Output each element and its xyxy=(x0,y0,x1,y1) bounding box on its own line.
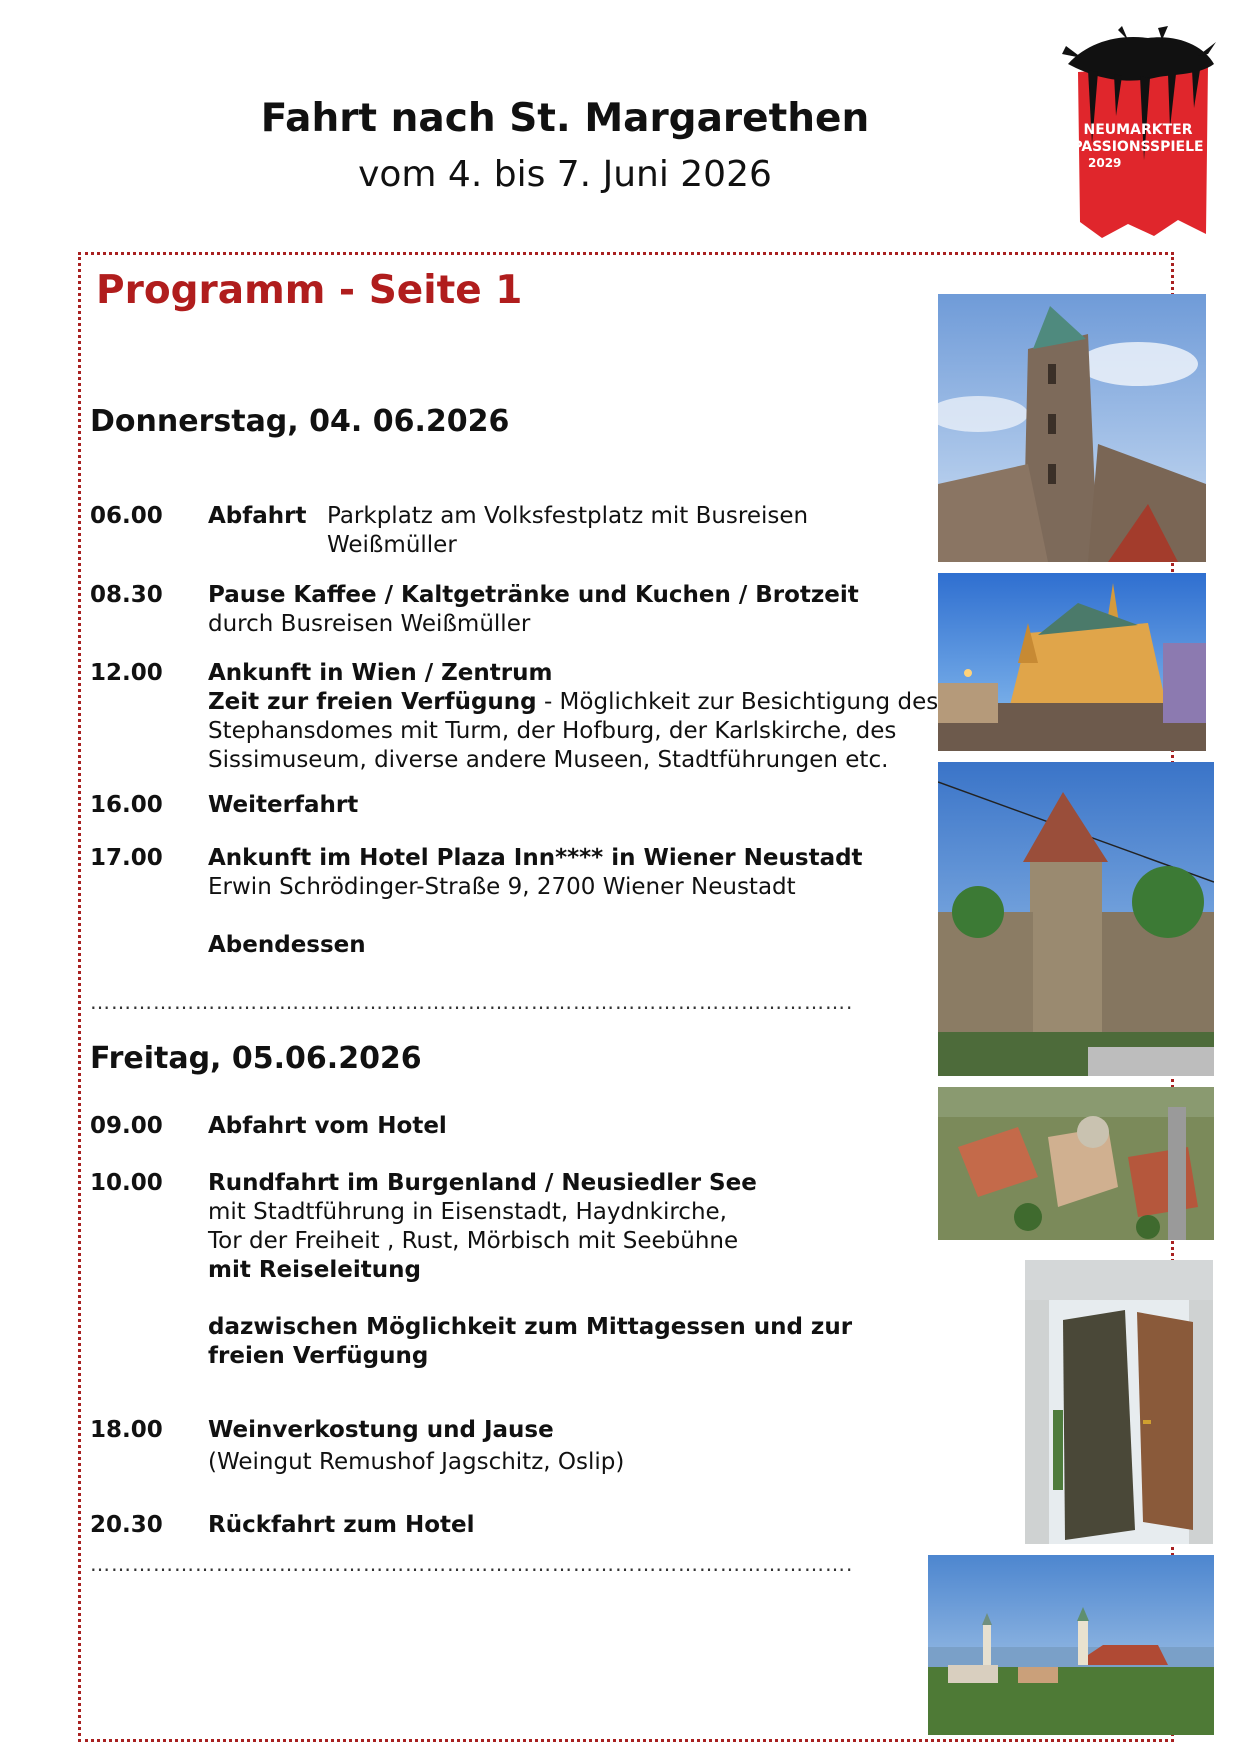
item-text: Sissimuseum, diverse andere Museen, Stadtführungen etc. xyxy=(208,747,889,773)
lunch-label-2: freien Verfügung xyxy=(208,1343,429,1369)
passionsspiele-logo xyxy=(1058,24,1216,246)
separator: ………………………………………………………………………………………………. xyxy=(90,1552,854,1576)
item-text: Erwin Schrödinger-Straße 9, 2700 Wiener Neustadt xyxy=(208,874,796,900)
item-label: Abfahrt vom Hotel xyxy=(208,1113,447,1139)
separator: ………………………………………………………………………………………………. xyxy=(90,990,854,1014)
item-label: Pause Kaffee / Kaltgetränke und Kuchen / Brotzeit xyxy=(208,582,859,608)
logo-line1: NEUMARKTER xyxy=(1083,122,1193,138)
time-2030: 20.30 xyxy=(90,1512,163,1538)
dinner-label: Abendessen xyxy=(208,932,366,958)
day-heading-thursday: Donnerstag, 04. 06.2026 xyxy=(90,404,510,439)
time-1200: 12.00 xyxy=(90,660,163,686)
item-label: Abfahrt xyxy=(208,503,307,529)
day-heading-friday: Freitag, 05.06.2026 xyxy=(90,1041,422,1076)
tor-der-freiheit-photo xyxy=(1025,1260,1213,1544)
guide-label: mit Reiseleitung xyxy=(208,1257,421,1283)
free-time-label: Zeit zur freien Verfügung xyxy=(208,689,537,715)
program-title: Programm - Seite 1 xyxy=(96,268,523,313)
time-1700: 17.00 xyxy=(90,845,163,871)
lunch-label: dazwischen Möglichkeit zum Mittagessen und zur xyxy=(208,1314,853,1340)
time-0600: 06.00 xyxy=(90,503,163,529)
free-time-text: - Möglichkeit zur Besichtigung des xyxy=(536,689,939,715)
time-1600: 16.00 xyxy=(90,792,163,818)
item-label: Ankunft im Hotel Plaza Inn**** in Wiener Neustadt xyxy=(208,845,863,871)
time-0830: 08.30 xyxy=(90,582,163,608)
item-text: durch Busreisen Weißmüller xyxy=(208,611,531,637)
logo-line2: PASSIONSSPIELE xyxy=(1072,139,1204,155)
item-label: Weiterfahrt xyxy=(208,792,359,818)
stephansdom-photo xyxy=(938,573,1206,751)
time-1800: 18.00 xyxy=(90,1417,163,1443)
item-label: Weinverkostung und Jause xyxy=(208,1417,554,1443)
church-tower-photo xyxy=(938,294,1206,562)
item-text: Parkplatz am Volksfestplatz mit Busreisen xyxy=(327,503,809,529)
item-text: mit Stadtführung in Eisenstadt, Haydnkirche, xyxy=(208,1199,727,1225)
time-1000: 10.00 xyxy=(90,1170,163,1196)
item-text: Weißmüller xyxy=(327,532,457,558)
item-label: Ankunft in Wien / Zentrum xyxy=(208,660,553,686)
item-text: Stephansdomes mit Turm, der Hofburg, der Karlskirche, des xyxy=(208,718,897,744)
item-text: (Weingut Remushof Jagschitz, Oslip) xyxy=(208,1449,625,1475)
item-label: Rundfahrt im Burgenland / Neusiedler See xyxy=(208,1170,757,1196)
item-label: Rückfahrt zum Hotel xyxy=(208,1512,475,1538)
time-0900: 09.00 xyxy=(90,1113,163,1139)
reckturm-photo xyxy=(938,762,1214,1076)
logo-year: 2029 xyxy=(1088,156,1122,170)
lake-village-photo xyxy=(928,1555,1214,1735)
page-subtitle: vom 4. bis 7. Juni 2026 xyxy=(358,154,772,195)
page-title: Fahrt nach St. Margarethen xyxy=(260,96,870,141)
eisenstadt-aerial-photo xyxy=(938,1087,1214,1240)
item-text: Tor der Freiheit , Rust, Mörbisch mit Seebühne xyxy=(208,1228,739,1254)
item-text-line xyxy=(208,688,938,717)
